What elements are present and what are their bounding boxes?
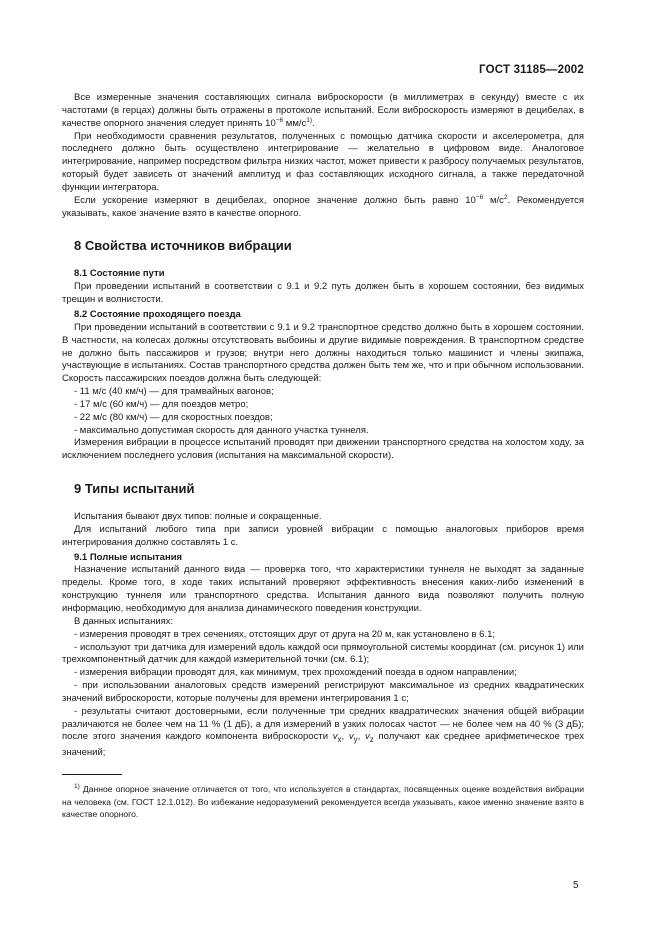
list-item: - максимально допустимая скорость для данного участка туннеля. [74,424,369,436]
footnote-ref: 1) [306,116,313,124]
list-item: - при использовании аналоговых средств измерений регистрируют максимальное из средних квадратических значений виброскорости, которые получены для времени интегрирования 1 с; [62,680,584,704]
s9-paragraph-3: Назначение испытаний данного вида — проверка того, что характеристики туннеля не выходят за заданные пределы. Кроме того, в ходе таких испытаний проверяют эффективность внесения каких-либо изменений в конструкцию туннеля или транспортного средства. Испытания данного вида позволяют получить полную информацию, необходимую для анализа динамического поведения конструкции. [62,564,584,614]
footnote: $^{1)}$ Данное опорное значение отличается от того, что используется в стандартах, посвященных оценке воздействия вибрации на человека (см. ГОСТ 12.1.012). Во избежание недоразумений рекомендуется всегда указывать, какое именно значение взято в качестве опорного. [62,783,584,820]
s8-paragraph-2: При проведении испытаний в соответствии с 9.1 и 9.2 транспортное средство должно быть в хорошем состоянии. В частности, на колесах должны отсутствовать выбоины и другие видимые повреждения. В транспортном средстве не должно быть пассажиров и грузов; внутри него должны находиться только машинист и члены экипажа, участвующие в испытаниях. Состав транспортного средства должен быть тем же, что и при обычном использовании. Скорость пассажирских поездов должна быть следующей: [62,321,584,385]
subsection-8-2-title: 8.2 Состояние проходящего поезда [74,308,241,320]
subsection-9-1-title: 9.1 Полные испытания [74,551,183,563]
s9-paragraph-1: Испытания бывают двух типов: полные и сокращенные. [74,511,322,523]
page-number: 5 [573,880,579,891]
s9-paragraph-4: В данных испытаниях: [74,615,174,627]
s8-paragraph-3: Измерения вибрации в процессе испытаний проводят при движении транспортного средства на холостом ходу, за исключением последнего условия (испытания на максимальной скорости). [62,437,584,462]
footnote-mark: 1) [74,783,80,791]
list-item: - 11 м/с (40 км/ч) — для трамвайных вагонов; [74,386,274,398]
list-item: - 22 м/с (80 км/ч) — для скоростных поездов; [74,411,273,423]
page-content [62,92,584,821]
s9-paragraph-2: Для испытаний любого типа при записи уровней вибрации с помощью аналоговых приборов время интегрирования должно составлять 1 с. [62,523,584,548]
s8-paragraph-1: При проведении испытаний в соответствии с 9.1 и 9.2 путь должен быть в хорошем состоянии, без видимых трещин и волнистости. [62,281,584,306]
intro-paragraph-3: Если ускорение измеряют в децибелах, опорное значение должно быть равно $10^{-6}$ $м/с^2$. Рекомендуется указывать, какое значение взято в качестве опорного. [62,193,585,219]
list-item: - используют три датчика для измерений вдоль каждой оси прямоугольной системы координат (см. рисунок 1) или трехкомпонентный датчик для каждой измерительной точки (см. 6.1); [62,641,584,666]
subsection-8-1-title: 8.1 Состояние пути [74,268,165,280]
section-8-title: 8 Свойства источников вибрации [74,238,292,254]
section-9-title: 9 Типы испытаний [74,481,195,497]
footnote-divider [62,774,122,775]
list-item: - 17 м/с (60 км/ч) — для поездов метро; [74,398,249,410]
list-item: - измерения вибрации проводят для, как минимум, трех прохождений поезда в одном направлении; [74,667,517,679]
intro-paragraph-2: При необходимости сравнения результатов, полученных с помощью датчика скорости и акселерометра, для последнего должно быть осуществлено интегрирование — желательно в цифровом виде. Аналоговое интегрирование, например посредством фильтра низких частот, может привести к разбросу получаемых результатов, который будет зависеть от значений амплитуд и фаз составляющих исходного сигнала, а также передаточной функции интегратора. [62,130,584,193]
intro-paragraph-1: Все измеренные значения составляющих сигнала виброскорости (в миллиметрах в секунду) вместе с их частотами (в герцах) должны быть отражены в протоколе испытаний. Если виброскорость измеряют в децибелах, в качестве опорного значения следует принять $10^{-6}$ $мм/с^{1)}$. [62,92,584,129]
list-item: - результаты считают достоверными, если полученные три средних квадратических значения общей вибрации различаются не более чем на 11 % (1 дБ), а для измерений в узких полосах частот — не более чем на 40 % (3 дБ); после этого значения каждого компонента виброскорости $v_x$, $v_y$, $v_z$ получают как среднее арифметическое трех значений; [62,705,585,759]
document-code-header: ГОСТ 31185—2002 [479,64,584,76]
list-item: - измерения проводят в трех сечениях, отстоящих друг от друга на 20 м, как установлено в 6.1; [74,628,496,640]
